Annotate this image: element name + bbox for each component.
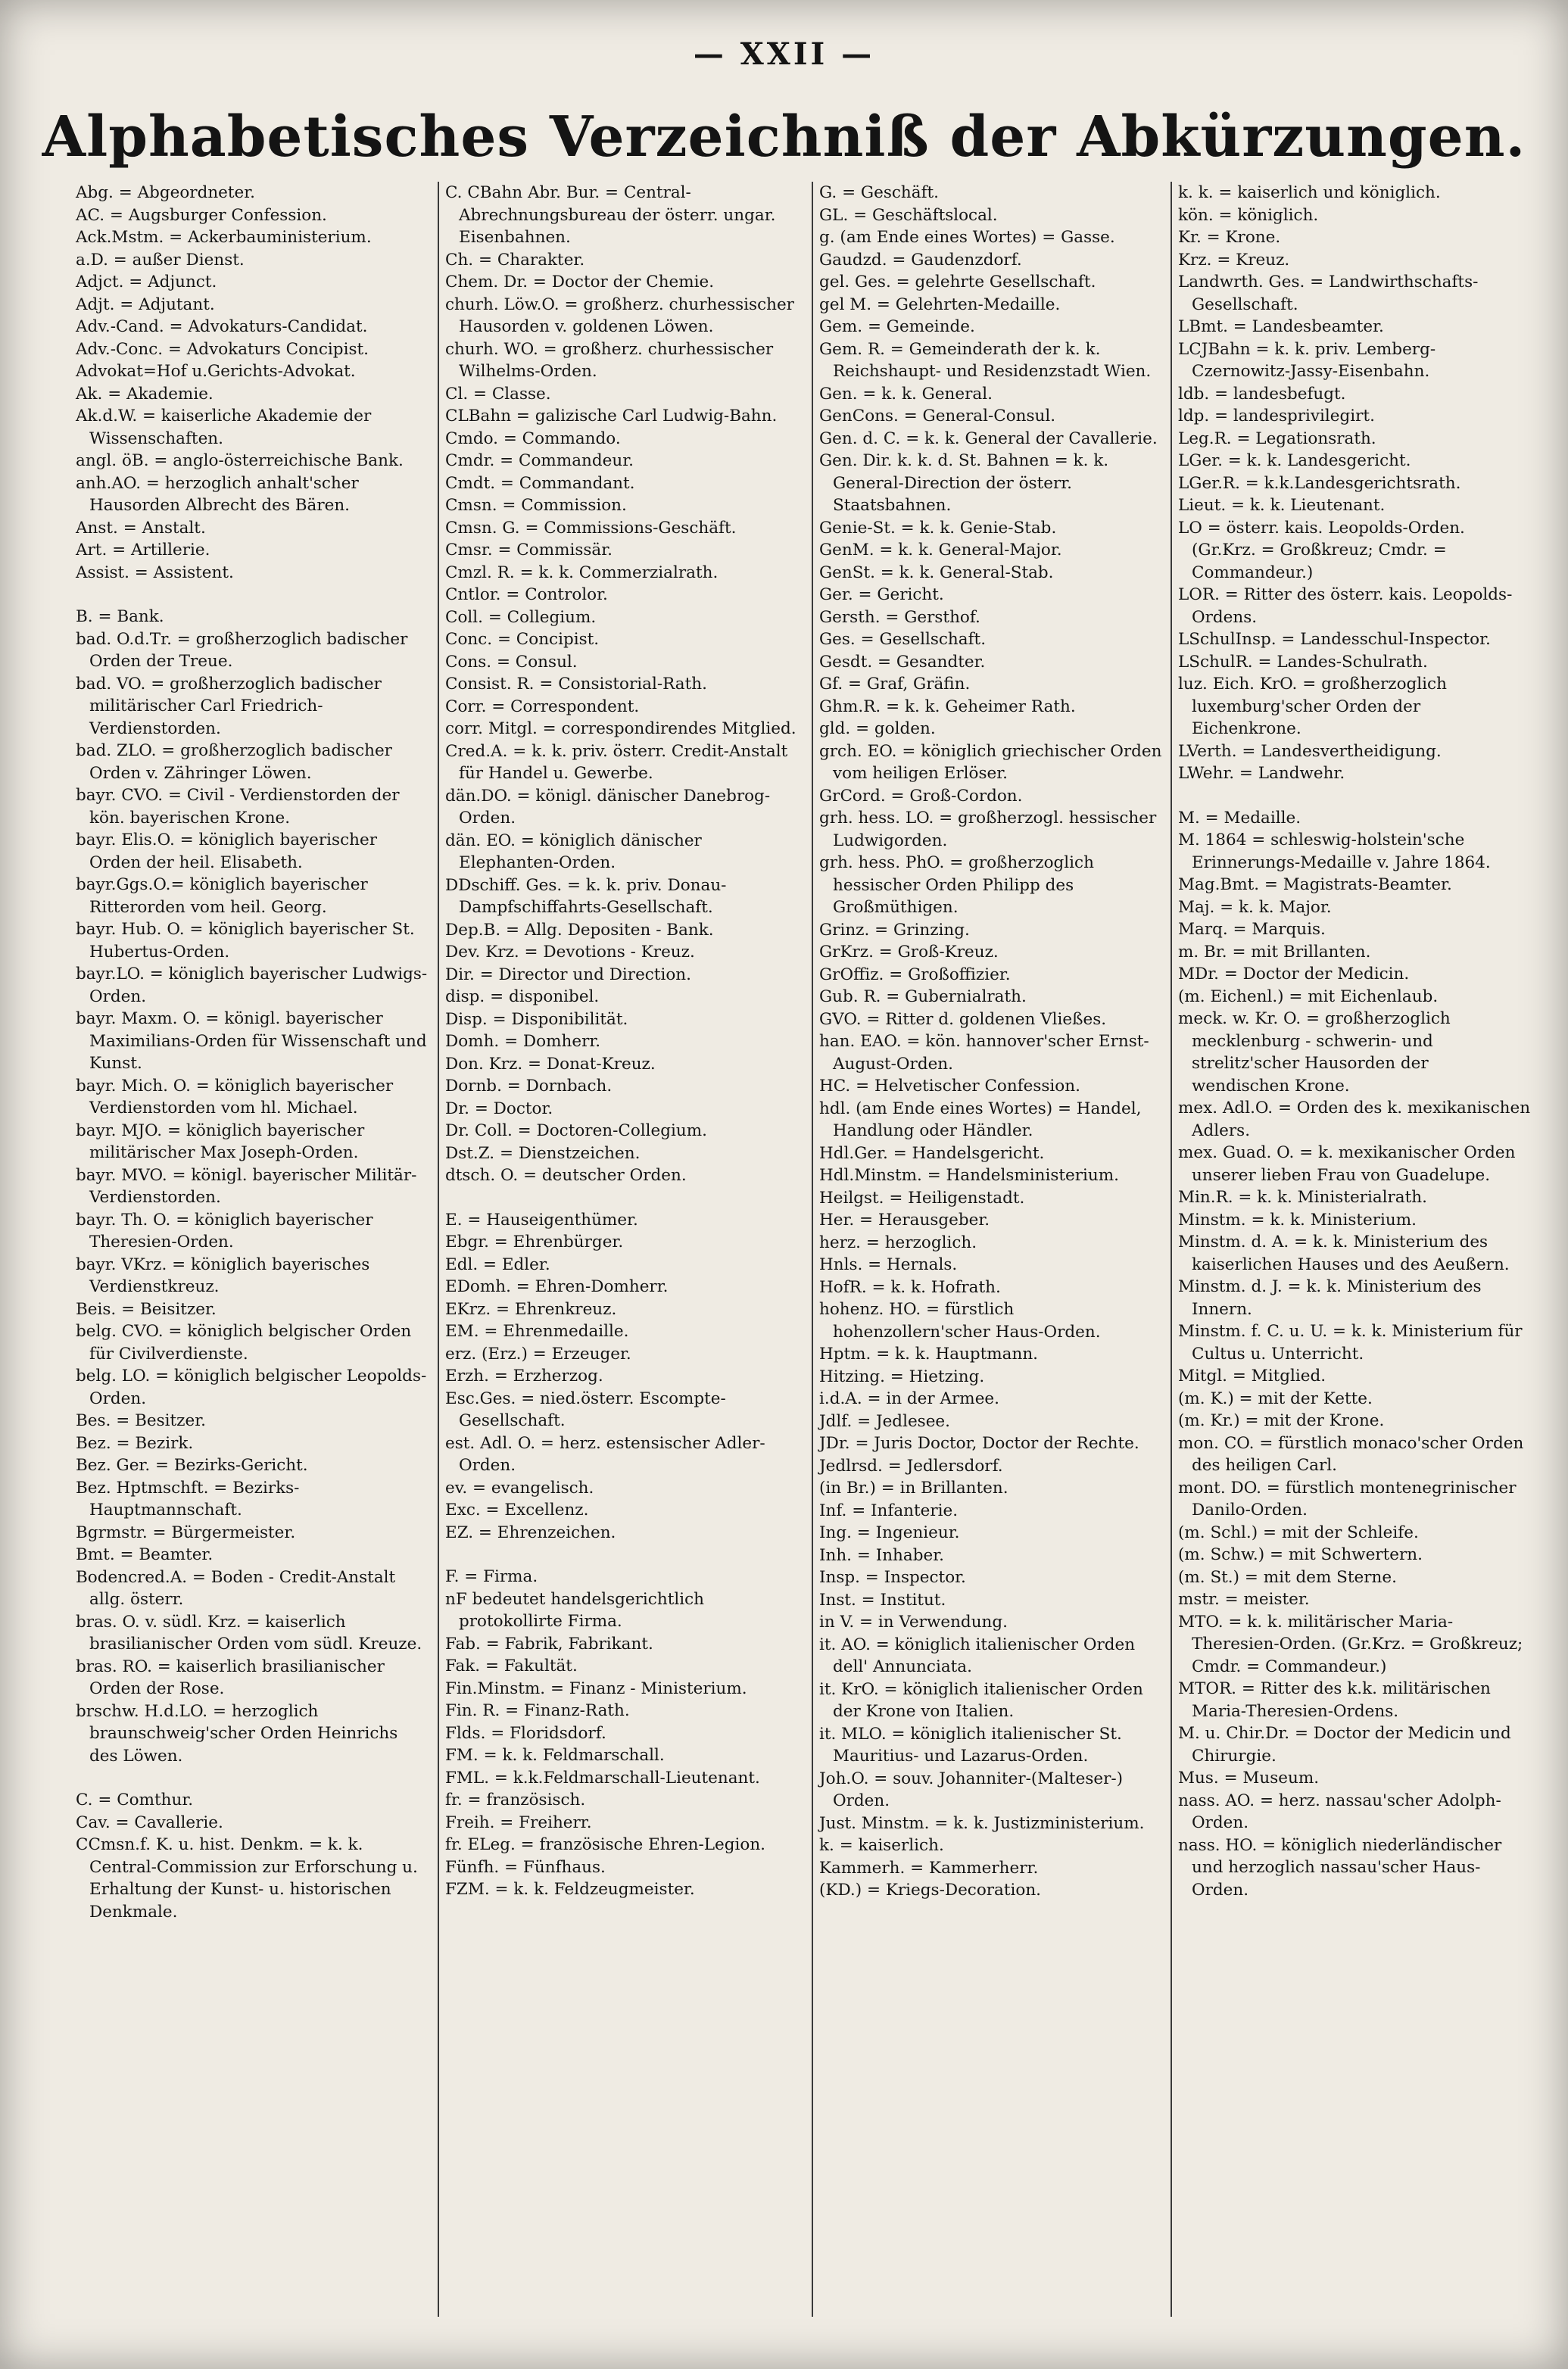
abbreviation-entry: C. CBahn Abr. Bur. = Central-Abrechnungsbureau der österr. ungar. Eisenbahnen.: [445, 183, 776, 247]
abbreviation-entry: LSchulR. = Landes-Schulrath.: [1178, 652, 1428, 672]
abbreviation-entry: Ing. = Ingenieur.: [819, 1523, 960, 1542]
abbreviation-entry: Ghm.R. = k. k. Geheimer Rath.: [819, 697, 1076, 716]
abbreviation-entry: Don. Krz. = Donat-Kreuz.: [445, 1054, 656, 1074]
abbreviation-entry: G. = Geschäft.: [819, 183, 939, 202]
abbreviation-entry: bayr. MVO. = königl. bayerischer Militär-Verdienstorden.: [76, 1165, 417, 1207]
abbreviation-entry: LSchulInsp. = Landesschul-Inspector.: [1178, 630, 1491, 649]
abbreviation-entry: mstr. = meister.: [1178, 1590, 1310, 1609]
abbreviation-entry: (m. Kr.) = mit der Krone.: [1178, 1411, 1385, 1430]
abbreviation-entry: GenCons. = General-Consul.: [819, 407, 1056, 425]
abbreviation-entry: mex. Guad. O. = k. mexikanischer Orden unserer lieben Frau von Guadelupe.: [1178, 1143, 1516, 1185]
abbreviation-entry: FZM. = k. k. Feldzeugmeister.: [445, 1880, 695, 1899]
abbreviation-entry: hdl. (am Ende eines Wortes) = Handel, Handlung oder Händler.: [819, 1099, 1142, 1140]
abbreviation-entry: disp. = disponibel.: [445, 987, 600, 1006]
abbreviation-entry: bayr. Mich. O. = königlich bayerischer Verdienstorden vom hl. Michael.: [76, 1076, 394, 1117]
column-2: [439, 182, 813, 2317]
abbreviation-entry: (in Br.) = in Brillanten.: [819, 1479, 1008, 1498]
abbreviation-entry: LBmt. = Landesbeamter.: [1178, 317, 1384, 336]
abbreviation-entry: EZ. = Ehrenzeichen.: [445, 1523, 616, 1542]
abbreviation-entry: dän.DO. = königl. dänischer Danebrog-Orden.: [445, 786, 771, 828]
abbreviation-entry: Disp. = Disponibilität.: [445, 1009, 628, 1029]
abbreviation-entry: bayr. Elis.O. = königlich bayerischer Orden der heil. Elisabeth.: [76, 831, 377, 872]
abbreviation-entry: bad. ZLO. = großherzoglich badischer Orden v. Zähringer Löwen.: [76, 741, 392, 783]
abbreviation-entry: Krz. = Kreuz.: [1178, 250, 1290, 270]
abbreviation-entry: Mus. = Museum.: [1178, 1769, 1320, 1788]
abbreviation-entry: Ak.d.W. = kaiserliche Akademie der Wissenschaften.: [76, 407, 372, 448]
abbreviation-entry: Minstm. f. C. u. U. = k. k. Ministerium für Cultus u. Unterricht.: [1178, 1322, 1523, 1364]
abbreviation-entry: Dev. Krz. = Devotions - Kreuz.: [445, 943, 695, 962]
abbreviation-entry: Jdlf. = Jedlesee.: [819, 1411, 950, 1431]
abbreviation-entry: Dr. = Doctor.: [445, 1099, 553, 1118]
abbreviation-entry: Inh. = Inhaber.: [819, 1545, 944, 1565]
abbreviation-entry: (KD.) = Kriegs-Decoration.: [819, 1881, 1042, 1900]
abbreviation-entry: kön. = königlich.: [1178, 205, 1319, 225]
abbreviation-entry: Dep.B. = Allg. Depositen - Bank.: [445, 920, 714, 940]
abbreviation-entry: Gaudzd. = Gaudenzdorf.: [819, 250, 1022, 270]
abbreviation-entry: Inst. = Institut.: [819, 1590, 946, 1610]
abbreviation-entry: Min.R. = k. k. Ministerialrath.: [1178, 1188, 1427, 1207]
abbreviation-entry: Chem. Dr. = Doctor der Chemie.: [445, 273, 715, 291]
abbreviation-entry: Gen. Dir. k. k. d. St. Bahnen = k. k. General-Direction der österr. Staatsbahnen.: [819, 451, 1109, 515]
abbreviation-entry: herz. = herzoglich.: [819, 1233, 977, 1252]
abbreviation-entry: Ch. = Charakter.: [445, 250, 585, 270]
abbreviation-entry: CCmsn.f. K. u. hist. Denkm. = k. k. Central-Commission zur Erforschung u. Erhaltung der Kunst- u. historischen Denkmale.: [76, 1835, 418, 1922]
abbreviation-entry: bayr.LO. = königlich bayerischer Ludwigs-Orden.: [76, 965, 428, 1006]
abbreviation-entry: Ges. = Gesellschaft.: [819, 630, 987, 649]
abbreviation-entry: Erzh. = Erzherzog.: [445, 1367, 603, 1386]
abbreviation-entry: LVerth. = Landesvertheidigung.: [1178, 741, 1442, 761]
abbreviation-entry: LWehr. = Landwehr.: [1178, 764, 1345, 783]
abbreviation-entry: Bez. = Bezirk.: [76, 1433, 194, 1453]
abbreviation-entry: Ack.Mstm. = Ackerbauministerium.: [76, 228, 372, 247]
abbreviation-entry: GrKrz. = Groß-Kreuz.: [819, 943, 999, 962]
abbreviation-entry: MDr. = Doctor der Medicin.: [1178, 965, 1410, 983]
page-number: — XXII —: [693, 36, 875, 72]
abbreviation-entry: FM. = k. k. Feldmarschall.: [445, 1746, 665, 1765]
abbreviation-entry: F. = Firma.: [445, 1567, 538, 1586]
abbreviation-entry: Gf. = Graf, Gräfin.: [819, 675, 971, 694]
abbreviation-entry: HC. = Helvetischer Confession.: [819, 1077, 1080, 1096]
abbreviation-entry: nass. HO. = königlich niederländischer und herzoglich nassau'scher Haus-Orden.: [1178, 1835, 1502, 1900]
abbreviation-entry: Edl. = Edler.: [445, 1255, 550, 1274]
abbreviation-entry: it. MLO. = königlich italienischer St. Mauritius- und Lazarus-Orden.: [819, 1724, 1122, 1766]
abbreviation-entry: corr. Mitgl. = correspondirendes Mitglied.: [445, 719, 796, 738]
abbreviation-entry: it. AO. = königlich italienischer Orden dell' Annunciata.: [819, 1635, 1136, 1676]
abbreviation-entry: luz. Eich. KrO. = großherzoglich luxemburg'scher Orden der Eichenkrone.: [1178, 675, 1447, 738]
abbreviation-entry: GrOffiz. = Großoffizier.: [819, 965, 1011, 984]
abbreviation-entry: churh. Löw.O. = großherz. churhessischer Hausorden v. goldenen Löwen.: [445, 295, 794, 336]
abbreviation-entry: LO = österr. kais. Leopolds-Orden. (Gr.Krz. = Großkreuz; Cmdr. = Commandeur.): [1178, 518, 1465, 582]
abbreviation-entry: fr. = französisch.: [445, 1791, 586, 1809]
abbreviation-entry: Domh. = Domherr.: [445, 1032, 601, 1051]
abbreviation-entry: nF bedeutet handelsgerichtlich protokollirte Firma.: [445, 1589, 704, 1631]
abbreviation-entry: meck. w. Kr. O. = großherzoglich mecklenburg - schwerin- und strelitz'scher Hausorden der wendischen Krone.: [1178, 1009, 1451, 1096]
abbreviation-entry: Esc.Ges. = nied.österr. Escompte-Gesellschaft.: [445, 1389, 726, 1430]
abbreviation-entry: (m. Schl.) = mit der Schleife.: [1178, 1523, 1419, 1542]
abbreviation-entry: Hdl.Ger. = Handelsgericht.: [819, 1143, 1045, 1163]
abbreviation-entry: EKrz. = Ehrenkreuz.: [445, 1299, 617, 1319]
abbreviation-entry: mex. Adl.O. = Orden des k. mexikanischen Adlers.: [1178, 1099, 1531, 1140]
abbreviation-entry: Ebgr. = Ehrenbürger.: [445, 1233, 624, 1252]
abbreviation-entry: Dir. = Director und Direction.: [445, 965, 691, 984]
abbreviation-entry: Bgrmstr. = Bürgermeister.: [76, 1523, 296, 1542]
abbreviation-entry: Cntlor. = Controlor.: [445, 585, 608, 604]
abbreviation-entry: Mitgl. = Mitglied.: [1178, 1367, 1326, 1386]
abbreviation-entry: Gem. = Gemeinde.: [819, 317, 975, 336]
abbreviation-entry: Fin.Minstm. = Finanz - Ministerium.: [445, 1679, 747, 1698]
abbreviation-entry: Fab. = Fabrik, Fabrikant.: [445, 1634, 653, 1654]
abbreviation-entry: Dr. Coll. = Doctoren-Collegium.: [445, 1121, 707, 1140]
abbreviation-entry: it. KrO. = königlich italienischer Orden der Krone von Italien.: [819, 1679, 1143, 1721]
page-title: Alphabetisches Verzeichniß der Abkürzungen.: [42, 104, 1526, 170]
abbreviation-entry: Adjt. = Adjutant.: [76, 295, 215, 314]
abbreviation-entry: (m. St.) = mit dem Sterne.: [1178, 1567, 1397, 1587]
abbreviation-entry: grh. hess. LO. = großherzogl. hessischer Ludwigorden.: [819, 809, 1157, 850]
abbreviation-entry: Cmdo. = Commando.: [445, 429, 621, 448]
abbreviation-entry: Cred.A. = k. k. priv. österr. Credit-Anstalt für Handel u. Gewerbe.: [445, 741, 788, 783]
abbreviation-entry: Advokat=Hof u.Gerichts-Advokat.: [76, 362, 356, 381]
abbreviation-entry: Bez. Hptmschft. = Bezirks-Hauptmannschaft.: [76, 1478, 300, 1520]
abbreviation-entry: Fünfh. = Fünfhaus.: [445, 1857, 606, 1877]
abbreviation-entry: Gen. d. C. = k. k. General der Cavallerie.: [819, 429, 1158, 448]
abbreviation-entry: Flds. = Floridsdorf.: [445, 1723, 606, 1743]
abbreviation-entry: ldb. = landesbefugt.: [1178, 384, 1346, 404]
abbreviation-entry: dän. EO. = königlich dänischer Elephanten-Orden.: [445, 831, 702, 872]
abbreviation-entry: Adv.-Cand. = Advokaturs-Candidat.: [76, 317, 368, 336]
abbreviation-entry: a.D. = außer Dienst.: [76, 250, 245, 270]
abbreviation-entry: erz. (Erz.) = Erzeuger.: [445, 1344, 631, 1364]
abbreviation-entry: Bodencred.A. = Boden - Credit-Anstalt allg. österr.: [76, 1567, 396, 1609]
abbreviation-entry: bayr. MJO. = königlich bayerischer militärischer Max Joseph-Orden.: [76, 1121, 365, 1162]
abbreviation-entry: Anst. = Anstalt.: [76, 518, 206, 538]
abbreviation-entry: grh. hess. PhO. = großherzoglich hessischer Orden Philipp des Großmüthigen.: [819, 853, 1094, 917]
column-1: [70, 182, 439, 2317]
abbreviation-entry: Gub. R. = Gubernialrath.: [819, 987, 1027, 1006]
abbreviation-entry: Cons. = Consul.: [445, 652, 578, 672]
abbreviation-entry: bayr. Th. O. = königlich bayerischer Theresien-Orden.: [76, 1210, 373, 1252]
abbreviation-entry: ldp. = landesprivilegirt.: [1178, 407, 1375, 425]
abbreviation-entry: LGer. = k. k. Landesgericht.: [1178, 451, 1411, 470]
abbreviation-entry: Leg.R. = Legationsrath.: [1178, 429, 1376, 448]
abbreviation-entry: Gem. R. = Gemeinderath der k. k. Reichshaupt- und Residenzstadt Wien.: [819, 339, 1152, 381]
column-4: [1172, 182, 1538, 2317]
abbreviation-entry: ev. = evangelisch.: [445, 1478, 594, 1498]
abbreviation-entry: bayr. VKrz. = königlich bayerisches Verdienstkreuz.: [76, 1255, 370, 1296]
abbreviation-entry: belg. CVO. = königlich belgischer Orden für Civilverdienste.: [76, 1322, 412, 1364]
abbreviation-entry: GenSt. = k. k. General-Stab.: [819, 563, 1054, 582]
abbreviation-entry: Lieut. = k. k. Lieutenant.: [1178, 496, 1386, 515]
abbreviation-entry: Adjct. = Adjunct.: [76, 273, 217, 291]
abbreviation-entry: Hptm. = k. k. Hauptmann.: [819, 1345, 1039, 1364]
abbreviation-entry: LOR. = Ritter des österr. kais. Leopolds-Ordens.: [1178, 585, 1513, 627]
abbreviation-entry: EM. = Ehrenmedaille.: [445, 1322, 629, 1341]
abbreviation-entry: k. k. = kaiserlich und königlich.: [1178, 183, 1441, 202]
abbreviation-entry: Gersth. = Gersthof.: [819, 607, 980, 627]
abbreviation-entry: M. u. Chir.Dr. = Doctor der Medicin und Chirurgie.: [1178, 1724, 1511, 1766]
abbreviation-entry: AC. = Augsburger Confession.: [76, 205, 327, 225]
abbreviation-entry: LCJBahn = k. k. priv. Lemberg-Czernowitz-Jassy-Eisenbahn.: [1178, 339, 1436, 381]
abbreviation-entry: M. = Medaille.: [1178, 808, 1301, 828]
abbreviation-entry: Art. = Artillerie.: [76, 541, 210, 560]
abbreviation-entry: Insp. = Inspector.: [819, 1568, 966, 1587]
abbreviation-entry: angl. öB. = anglo-österreichische Bank.: [76, 451, 404, 470]
abbreviation-entry: bayr. Hub. O. = königlich bayerischer St. Hubertus-Orden.: [76, 920, 415, 962]
abbreviation-entry: anh.AO. = herzoglich anhalt'scher Hausorden Albrecht des Bären.: [76, 473, 359, 515]
abbreviation-entry: Gen. = k. k. General.: [819, 384, 993, 404]
abbreviation-entry: Consist. R. = Consistorial-Rath.: [445, 675, 707, 694]
abbreviation-entry: Beis. = Beisitzer.: [76, 1299, 217, 1319]
abbreviation-entry: Minstm. d. A. = k. k. Ministerium des kaiserlichen Hauses und des Aeußern.: [1178, 1233, 1510, 1274]
abbreviation-entry: m. Br. = mit Brillanten.: [1178, 942, 1371, 962]
abbreviation-entry: E. = Hauseigenthümer.: [445, 1210, 638, 1230]
abbreviation-entry: Cmsn. G. = Commissions-Geschäft.: [445, 518, 737, 538]
abbreviation-entry: Just. Minstm. = k. k. Justizministerium.: [819, 1813, 1145, 1833]
abbreviation-entry: dtsch. O. = deutscher Orden.: [445, 1166, 687, 1185]
abbreviation-entry: Maj. = k. k. Major.: [1178, 897, 1332, 917]
abbreviation-entry: brschw. H.d.LO. = herzoglich braunschweig'scher Orden Heinrichs des Löwen.: [76, 1701, 398, 1766]
abbreviation-entry: fr. ELeg. = französische Ehren-Legion.: [445, 1835, 765, 1854]
abbreviation-entry: Assist. = Assistent.: [76, 563, 234, 582]
abbreviation-entry: han. EAO. = kön. hannover'scher Ernst-August-Orden.: [819, 1032, 1149, 1074]
abbreviation-entry: gld. = golden.: [819, 719, 936, 738]
abbreviation-entry: JDr. = Juris Doctor, Doctor der Rechte.: [819, 1434, 1139, 1453]
abbreviation-entry: (m. Eichenl.) = mit Eichenlaub.: [1178, 987, 1439, 1006]
abbreviation-entry: Bmt. = Beamter.: [76, 1545, 214, 1564]
abbreviation-entry: nass. AO. = herz. nassau'scher Adolph-Orden.: [1178, 1791, 1501, 1832]
abbreviation-entry: mon. CO. = fürstlich monaco'scher Orden des heiligen Carl.: [1178, 1433, 1524, 1475]
abbreviation-entry: CLBahn = galizische Carl Ludwig-Bahn.: [445, 407, 778, 425]
abbreviation-entry: Dornb. = Dornbach.: [445, 1077, 613, 1096]
abbreviation-entry: Cmdr. = Commandeur.: [445, 451, 634, 470]
abbreviation-entry: gel. Ges. = gelehrte Gesellschaft.: [819, 273, 1096, 291]
abbreviation-entry: (m. K.) = mit der Kette.: [1178, 1389, 1373, 1408]
abbreviation-entry: Cav. = Cavallerie.: [76, 1813, 223, 1832]
abbreviation-entry: bayr. Maxm. O. = königl. bayerischer Maximilians-Orden für Wissenschaft und Kunst.: [76, 1009, 427, 1073]
abbreviation-entry: Genie-St. = k. k. Genie-Stab.: [819, 518, 1057, 538]
abbreviation-entry: Adv.-Conc. = Advokaturs Concipist.: [76, 339, 369, 359]
abbreviation-entry: FML. = k.k.Feldmarschall-Lieutenant.: [445, 1768, 760, 1788]
abbreviation-entry: Kammerh. = Kammerherr.: [819, 1858, 1039, 1878]
abbreviation-entry: Corr. = Correspondent.: [445, 697, 640, 716]
abbreviation-entry: churh. WO. = großherz. churhessischer Wilhelms-Orden.: [445, 339, 774, 381]
abbreviation-entry: GenM. = k. k. General-Major.: [819, 541, 1062, 560]
abbreviation-entry: Ak. = Akademie.: [76, 384, 214, 404]
abbreviation-entry: Cmdt. = Commandant.: [445, 473, 635, 493]
abbreviation-entry: Heilgst. = Heiligenstadt.: [819, 1188, 1025, 1208]
abbreviation-entry: DDschiff. Ges. = k. k. priv. Donau-Dampfschiffahrts-Gesellschaft.: [445, 875, 727, 917]
abbreviation-entry: Landwrth. Ges. = Landwirthschafts-Gesellschaft.: [1178, 273, 1479, 314]
abbreviation-entry: bayr.Ggs.O.= königlich bayerischer Ritterorden vom heil. Georg.: [76, 875, 368, 917]
abbreviation-entry: Gesdt. = Gesandter.: [819, 652, 986, 672]
abbreviation-entry: GL. = Geschäftslocal.: [819, 205, 998, 225]
abbreviation-entry: Her. = Herausgeber.: [819, 1211, 990, 1230]
abbreviation-entry: Ger. = Gericht.: [819, 585, 944, 604]
abbreviation-entry: bad. VO. = großherzoglich badischer militärischer Carl Friedrich-Verdienstorden.: [76, 674, 382, 738]
abbreviation-columns: [70, 182, 1538, 2317]
abbreviation-entry: i.d.A. = in der Armee.: [819, 1389, 999, 1408]
abbreviation-entry: Cl. = Classe.: [445, 384, 551, 404]
abbreviation-entry: Exc. = Excellenz.: [445, 1501, 589, 1520]
abbreviation-entry: GrCord. = Groß-Cordon.: [819, 786, 1023, 806]
abbreviation-entry: C. = Comthur.: [76, 1791, 194, 1809]
abbreviation-entry: Freih. = Freiherr.: [445, 1813, 592, 1832]
abbreviation-entry: Fin. R. = Finanz-Rath.: [445, 1701, 630, 1720]
abbreviation-entry: bad. O.d.Tr. = großherzoglich badischer Orden der Treue.: [76, 629, 408, 671]
abbreviation-entry: Grinz. = Grinzing.: [819, 920, 970, 940]
abbreviation-entry: Hitzing. = Hietzing.: [819, 1367, 985, 1386]
abbreviation-entry: HofR. = k. k. Hofrath.: [819, 1277, 1001, 1297]
abbreviation-entry: k. = kaiserlich.: [819, 1836, 944, 1855]
abbreviation-entry: Abg. = Abgeordneter.: [76, 183, 256, 202]
abbreviation-entry: mont. DO. = fürstlich montenegrinischer Danilo-Orden.: [1178, 1478, 1517, 1520]
abbreviation-entry: hohenz. HO. = fürstlich hohenzollern'scher Haus-Orden.: [819, 1300, 1101, 1342]
abbreviation-entry: B. = Bank.: [76, 607, 164, 626]
abbreviation-entry: gel M. = Gelehrten-Medaille.: [819, 295, 1061, 314]
abbreviation-entry: MTO. = k. k. militärischer Maria-Theresien-Orden. (Gr.Krz. = Großkreuz; Cmdr. = Commandeur.): [1178, 1612, 1523, 1676]
abbreviation-entry: in V. = in Verwendung.: [819, 1613, 1008, 1632]
abbreviation-entry: Bes. = Besitzer.: [76, 1411, 206, 1430]
abbreviation-entry: est. Adl. O. = herz. estensischer Adler-Orden.: [445, 1433, 765, 1475]
abbreviation-entry: (m. Schw.) = mit Schwertern.: [1178, 1545, 1423, 1564]
abbreviation-entry: M. 1864 = schleswig-holstein'sche Erinnerungs-Medaille v. Jahre 1864.: [1178, 831, 1491, 872]
abbreviation-entry: GVO. = Ritter d. goldenen Vließes.: [819, 1009, 1107, 1029]
abbreviation-entry: EDomh. = Ehren-Domherr.: [445, 1277, 669, 1296]
abbreviation-entry: g. (am Ende eines Wortes) = Gasse.: [819, 228, 1115, 247]
abbreviation-entry: Cmsn. = Commission.: [445, 496, 627, 515]
abbreviation-entry: Hnls. = Hernals.: [819, 1255, 958, 1274]
abbreviation-entry: Conc. = Concipist.: [445, 630, 600, 649]
column-3: [813, 182, 1172, 2317]
abbreviation-entry: Bez. Ger. = Bezirks-Gericht.: [76, 1456, 308, 1475]
abbreviation-entry: bras. RO. = kaiserlich brasilianischer Orden der Rose.: [76, 1657, 385, 1698]
abbreviation-entry: LGer.R. = k.k.Landesgerichtsrath.: [1178, 473, 1461, 493]
abbreviation-entry: Joh.O. = souv. Johanniter-(Malteser-) Orden.: [819, 1769, 1124, 1810]
abbreviation-entry: Hdl.Minstm. = Handelsministerium.: [819, 1166, 1119, 1185]
abbreviation-entry: Mag.Bmt. = Magistrats-Beamter.: [1178, 875, 1452, 894]
abbreviation-entry: MTOR. = Ritter des k.k. militärischen Maria-Theresien-Ordens.: [1178, 1679, 1491, 1721]
abbreviation-entry: Marq. = Marquis.: [1178, 920, 1326, 939]
abbreviation-entry: Cmzl. R. = k. k. Commerzialrath.: [445, 563, 719, 582]
abbreviation-entry: Coll. = Collegium.: [445, 607, 597, 627]
abbreviation-entry: Cmsr. = Commissär.: [445, 541, 613, 560]
abbreviation-entry: bras. O. v. südl. Krz. = kaiserlich brasilianischer Orden vom südl. Kreuze.: [76, 1612, 422, 1654]
abbreviation-entry: Minstm. = k. k. Ministerium.: [1178, 1210, 1417, 1230]
abbreviation-entry: Jedlrsd. = Jedlersdorf.: [819, 1456, 1003, 1476]
abbreviation-entry: Fak. = Fakultät.: [445, 1657, 578, 1675]
abbreviation-entry: Inf. = Infanterie.: [819, 1501, 959, 1520]
abbreviation-entry: Dst.Z. = Dienstzeichen.: [445, 1143, 641, 1163]
abbreviation-entry: Kr. = Krone.: [1178, 228, 1281, 247]
abbreviation-entry: bayr. CVO. = Civil - Verdienstorden der kön. bayerischen Krone.: [76, 786, 400, 828]
abbreviation-entry: Minstm. d. J. = k. k. Ministerium des Innern.: [1178, 1277, 1482, 1319]
abbreviation-entry: belg. LO. = königlich belgischer Leopolds-Orden.: [76, 1367, 427, 1408]
abbreviation-entry: grch. EO. = königlich griechischer Orden vom heiligen Erlöser.: [819, 741, 1162, 783]
